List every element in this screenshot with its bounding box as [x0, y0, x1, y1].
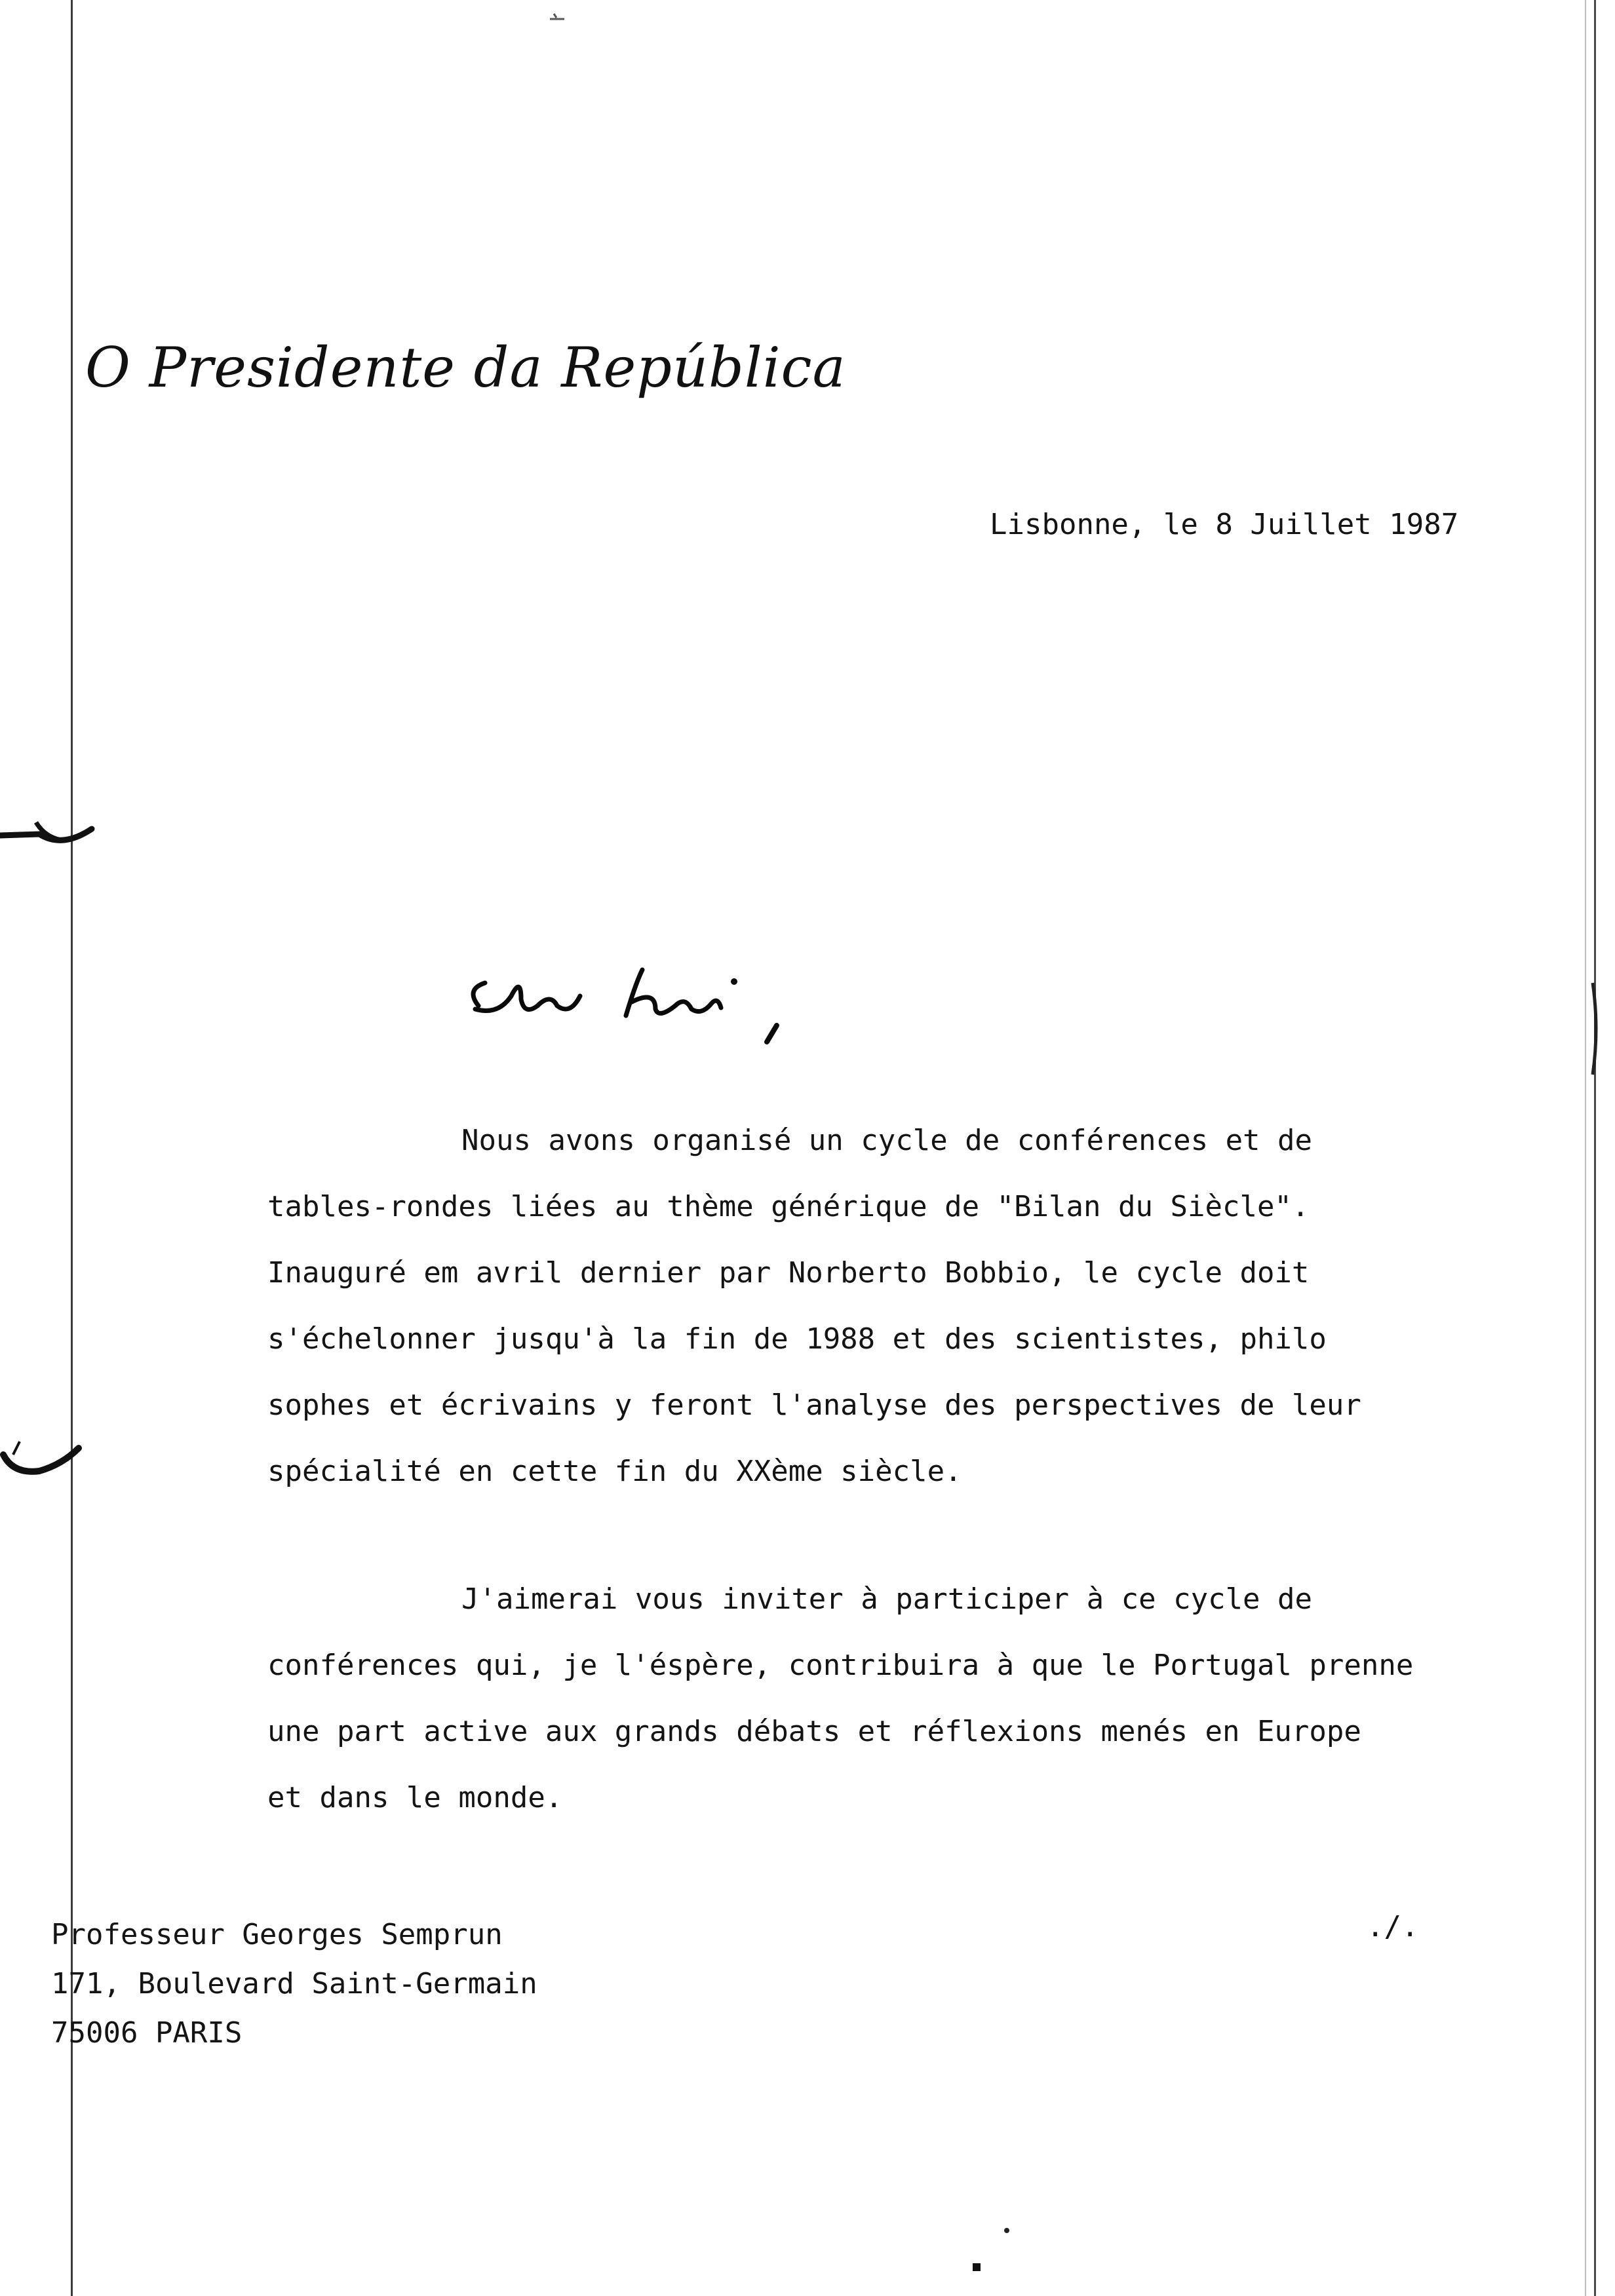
body-paragraph-1 — [267, 1107, 1565, 1504]
body-line: tables-rondes liées au thème générique de "Bilan du Siècle". — [267, 1190, 1310, 1223]
recipient-name: Professeur Georges Semprun — [51, 1918, 503, 1951]
recipient-address — [51, 1910, 537, 2057]
scan-edge-tick — [1573, 983, 1599, 1075]
date-line: Lisbonne, le 8 Juillet 1987 — [990, 508, 1459, 541]
body-line: Nous avons organisé un cycle de conférences et de — [461, 1124, 1313, 1157]
body-line: spécialité en cette fin du XXème siècle. — [267, 1455, 962, 1488]
body-line: et dans le monde. — [267, 1781, 563, 1814]
letterhead-title: O Presidente da República — [85, 335, 846, 400]
body-paragraph-2 — [267, 1566, 1565, 1831]
scan-speck — [1003, 2225, 1011, 2232]
recipient-city: 75006 PARIS — [51, 2016, 243, 2050]
body-line: Inauguré em avril dernier par Norberto Bobbio, le cycle doit — [267, 1256, 1310, 1290]
body-line: s'échelonner jusqu'à la fin de 1988 et des scientistes, philo — [267, 1322, 1327, 1356]
letterhead — [85, 324, 846, 410]
scan-edge-right — [1594, 0, 1596, 2296]
continuation-mark: ./. — [1367, 1910, 1419, 1943]
scan-speck — [547, 10, 567, 23]
handwritten-salutation — [459, 944, 826, 1048]
recipient-street: 171, Boulevard Saint-Germain — [51, 1967, 537, 2000]
body-line: conférences qui, je l'éspère, contribuira à que le Portugal prenne — [267, 1649, 1414, 1682]
body-line: J'aimerai vous inviter à participer à ce cycle de — [461, 1582, 1313, 1616]
punch-mark-lower — [0, 1435, 85, 1487]
punch-mark-upper — [0, 809, 98, 855]
scan-edge-right-inner — [1585, 0, 1586, 2296]
scan-speck — [970, 2261, 983, 2274]
body-line: une part active aux grands débats et réflexions menés en Europe — [267, 1715, 1361, 1748]
body-line: sophes et écrivains y feront l'analyse des perspectives de leur — [267, 1388, 1361, 1422]
